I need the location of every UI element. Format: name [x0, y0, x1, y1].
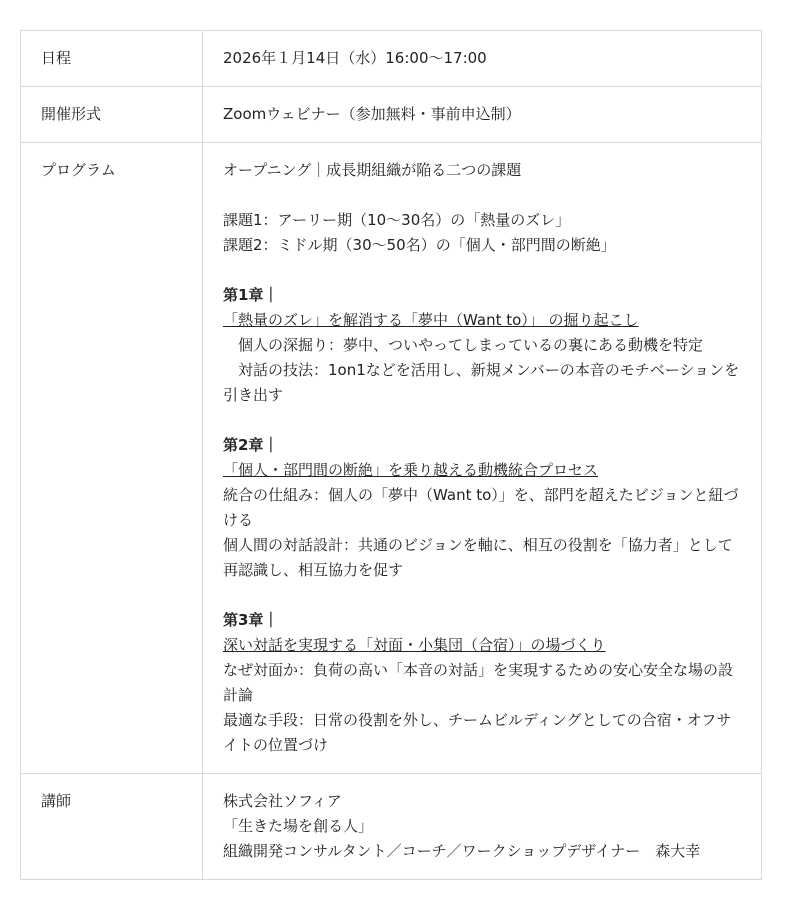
- program-issue-2: 課題2：ミドル期（30〜50名）の「個人・部門間の断絶」: [223, 236, 616, 254]
- program-content: [203, 143, 762, 774]
- chapter-1-title: 「熱量のズレ」を解消する「夢中（Want to）」 の掘り起こし: [223, 311, 639, 329]
- speaker-title-name: 組織開発コンサルタント／コーチ／ワークショップデザイナー 森大幸: [223, 842, 701, 860]
- chapter-3-point-2: 最適な手段：日常の役割を外し、チームビルディングとしての合宿・オフサイトの位置づけ: [223, 711, 732, 754]
- chapter-3-point-1: なぜ対面か：負荷の高い「本音の対話」を実現するための安心安全な場の設計論: [223, 661, 734, 704]
- chapter-3-heading: 第3章｜: [223, 611, 279, 629]
- schedule-row: [21, 31, 762, 87]
- chapter-2-title: 「個人・部門間の断絶」を乗り越える動機統合プロセス: [223, 461, 599, 479]
- chapter-1-point-1: 個人の深掘り：夢中、ついやってしまっているの裏にある動機を特定: [238, 336, 704, 354]
- chapter-3-title: 深い対話を実現する「対面・小集団（合宿）」の場づくり: [223, 636, 606, 654]
- speaker-content: [203, 774, 762, 880]
- speaker-company: 株式会社ソフィア: [223, 792, 342, 810]
- program-issue-1: 課題1：アーリー期（10〜30名）の「熱量のズレ」: [223, 211, 571, 229]
- format-value: Zoomウェビナー（参加無料・事前申込制）: [203, 87, 762, 143]
- format-label: 開催形式: [21, 87, 203, 143]
- chapter-1-point-2: 対話の技法：1on1などを活用し、新規メンバーの本音のモチベーションを引き出す: [223, 361, 740, 404]
- speaker-label: 講師: [21, 774, 203, 880]
- speaker-tagline: 「生きた場を創る人」: [223, 817, 374, 835]
- event-info-table: [20, 30, 762, 880]
- schedule-value: 2026年１月14日（水）16:00〜17:00: [203, 31, 762, 87]
- chapter-2-heading: 第2章｜: [223, 436, 279, 454]
- chapter-2-point-2: 個人間の対話設計：共通のビジョンを軸に、相互の役割を「協力者」として再認識し、相互協力を促す: [223, 536, 733, 579]
- speaker-row: [21, 774, 762, 880]
- program-label: プログラム: [21, 143, 203, 774]
- schedule-label: 日程: [21, 31, 203, 87]
- program-row: [21, 143, 762, 774]
- chapter-2-point-1: 統合の仕組み：個人の「夢中（Want to）」を、部門を超えたビジョンと紐づける: [223, 486, 739, 529]
- program-opening: オープニング｜成長期組織が陥る二つの課題: [223, 161, 522, 179]
- format-row: [21, 87, 762, 143]
- chapter-1-heading: 第1章｜: [223, 286, 279, 304]
